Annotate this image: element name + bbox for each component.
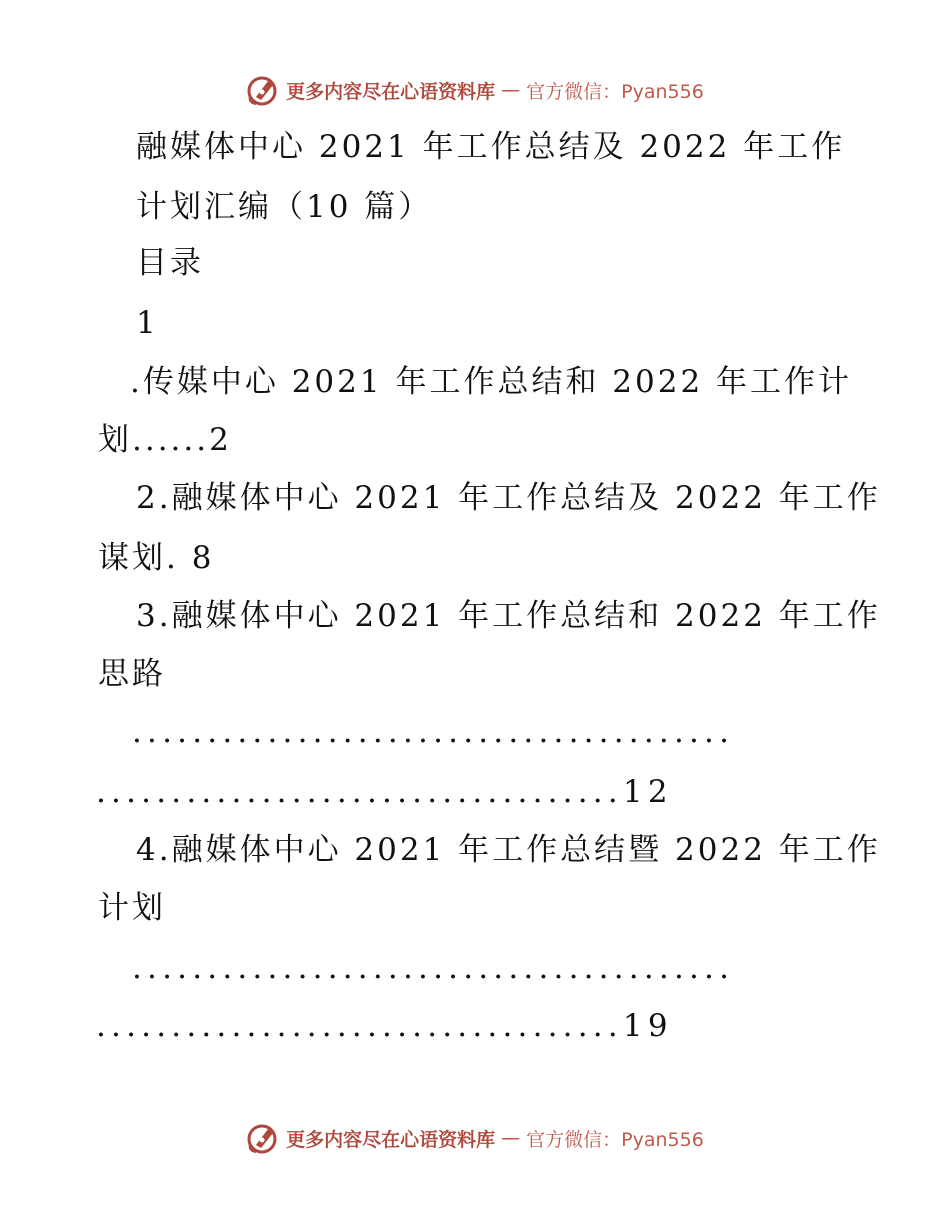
toc-item-3-line-2: 思路 bbox=[98, 656, 166, 692]
watermark-separator: — bbox=[501, 79, 521, 101]
watermark-slogan: 更多内容尽在心语资料库 bbox=[286, 80, 496, 103]
watermark-banner-bottom bbox=[0, 1118, 950, 1158]
toc-item-4-leader-dots: ........................................ bbox=[132, 950, 735, 986]
toc-item-4-line-1: 4.融媒体中心 2021 年工作总结暨 2022 年工作 bbox=[136, 832, 881, 868]
watermark-separator: — bbox=[501, 1127, 521, 1149]
toc-item-1-line-2: 划......2 bbox=[98, 422, 232, 458]
toc-item-4-page-number: ...................................19 bbox=[96, 1008, 673, 1044]
watermark-slogan: 更多内容尽在心语资料库 bbox=[286, 1128, 496, 1151]
toc-item-1-line-1: .传媒中心 2021 年工作总结和 2022 年工作计 bbox=[130, 364, 853, 400]
watermark-contact: 官方微信：Pyan556 bbox=[526, 1128, 704, 1151]
document-title-line-2: 计划汇编（10 篇） bbox=[136, 189, 433, 225]
toc-item-4-line-2: 计划 bbox=[98, 890, 166, 926]
watermark-contact: 官方微信：Pyan556 bbox=[526, 80, 704, 103]
toc-item-2-line-1: 2.融媒体中心 2021 年工作总结及 2022 年工作 bbox=[136, 480, 881, 516]
document-title-line-1: 融媒体中心 2021 年工作总结及 2022 年工作 bbox=[136, 129, 846, 165]
toc-item-3-line-1: 3.融媒体中心 2021 年工作总结和 2022 年工作 bbox=[136, 598, 881, 634]
pen-nib-circle-icon bbox=[246, 1121, 280, 1155]
toc-item-1-number: 1 bbox=[136, 305, 159, 341]
toc-item-2-line-2: 谋划. 8 bbox=[98, 540, 215, 576]
toc-item-3-page-number: ...................................12 bbox=[96, 774, 673, 810]
toc-item-3-leader-dots: ........................................ bbox=[132, 714, 735, 750]
toc-heading: 目录 bbox=[136, 245, 204, 281]
